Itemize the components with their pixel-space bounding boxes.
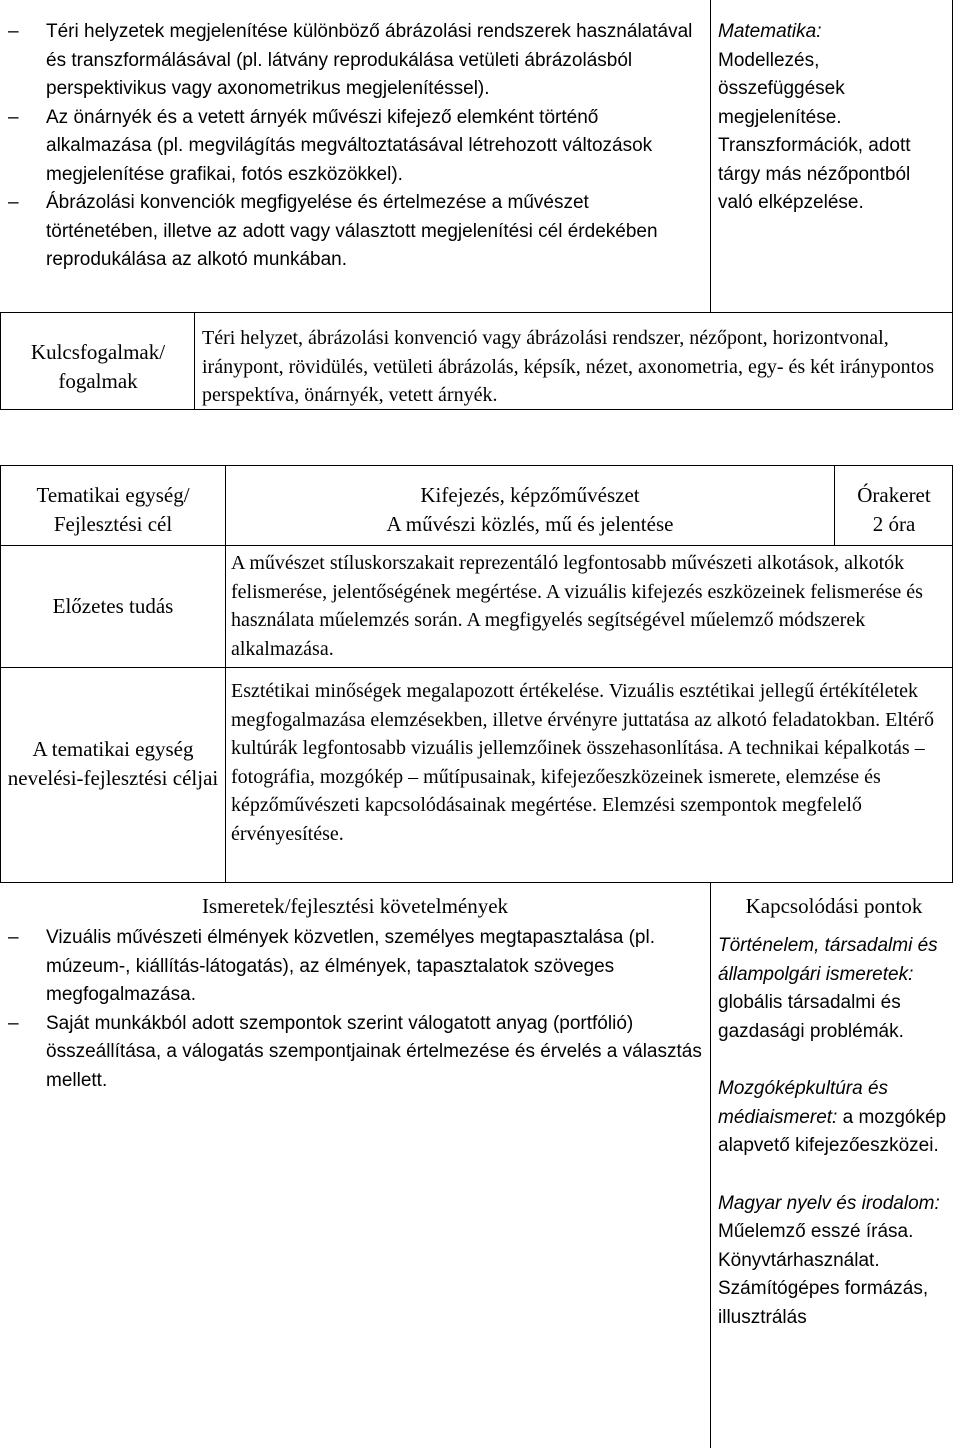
connection-subject: Mozgóképkultúra és médiaismeret: [718, 1078, 889, 1128]
divider [952, 0, 953, 410]
divider [0, 312, 1, 410]
goals-label: A tematikai egység nevelési-fejlesztési céljai [7, 737, 219, 790]
divider [952, 465, 953, 883]
divider [0, 312, 953, 313]
hours-cell [838, 481, 950, 538]
hours-value: 2 óra [872, 511, 916, 536]
prior-text: A művészet stíluskorszakait reprezentáló legfontosabb művészeti alkotások, alkotók felismerése, jelentőségének megértése. A vizuális kifejezés eszközeinek felismerése és használata műelemzés során. A megfigyelés segítségével műelemző módszerek alkalmazása. [231, 552, 923, 660]
divider [710, 0, 711, 312]
connections-header: Kapcsolódási pontok [745, 894, 923, 918]
divider [194, 312, 195, 410]
connection-subject: Magyar nyelv és irodalom: [718, 1192, 940, 1214]
divider [0, 667, 953, 668]
unit-title-line: A művészi közlés, mű és jelentése [386, 511, 674, 536]
requirements-list [2, 924, 702, 1095]
divider [225, 465, 226, 883]
divider [834, 465, 835, 545]
list-item: – Saját munkákból adott szempontok szerint válogatott anyag (portfólió) összeállítása, a válogatás szempontjainak értelmezése és érvelés a választás mellett. [2, 1010, 702, 1096]
skills-list [2, 18, 702, 275]
list-item: – Az önárnyék és a vetett árnyék művészi kifejező elemként történő alkalmazása (pl. megvilágítás megváltoztatásával létrehozott változások megjelenítése grafikai, fotós eszközökkel). [2, 104, 702, 190]
list-item: – Téri helyzetek megjelenítése különböző ábrázolási rendszerek használatával és transzformálásával (pl. látvány reprodukálása vetületi ábrázolásból perspektivikus vagy axonometrikus megjelenítéssel). [2, 18, 702, 104]
divider [0, 465, 1, 883]
connection-text: a mozgókép alapvető kifejezőeszközei. [718, 1106, 947, 1156]
connections-list [718, 932, 954, 1361]
connection-subject: Történelem, társadalmi és állampolgári ismeretek: [718, 935, 938, 985]
connection-item [718, 1075, 954, 1161]
connection-subject: Matematika: [718, 21, 822, 42]
unit-title-line: Kifejezés, képzőművészet [420, 483, 640, 507]
list-item: – Vizuális művészeti élmények közvetlen, személyes megtapasztalása (pl. múzeum-, kiállítás-látogatás), az élmények, tapasztalatok szöveges megfogalmazása. [2, 924, 702, 1010]
connection-cell [718, 18, 950, 218]
connection-text: Modellezés, összefüggések megjelenítése. Transzformációk, adott tárgy más nézőpontból való elképzelése. [718, 49, 911, 213]
unit-label: Tematikai egység/ Fejlesztési cél [36, 483, 190, 536]
divider [0, 545, 953, 546]
connection-text: Műelemző esszé írása. Könyvtárhasználat. Számítógépes formázás, illusztrálás [718, 1221, 929, 1328]
keywords-text: Téri helyzet, ábrázolási konvenció vagy ábrázolási rendszer, nézőpont, horizontvonal, iránypont, rövidülés, vetületi ábrázolás, képsík, nézet, axonometria, egy- és két iránypontos perspektíva, önárnyék, vetett árnyék. [202, 327, 935, 406]
prior-label: Előzetes tudás [52, 594, 174, 618]
connection-item [718, 1190, 954, 1333]
connection-item [718, 932, 954, 1046]
hours-label: Órakeret [857, 483, 931, 507]
keywords-label: Kulcsfogalmak/ fogalmak [30, 340, 166, 393]
divider [710, 882, 711, 1448]
list-item: – Ábrázolási konvenciók megfigyelése és értelmezése a művészet történetében, illetve az adott vagy választott megjelenítési cél érdekében reprodukálása az alkotó munkában. [2, 189, 702, 275]
divider [0, 465, 953, 466]
connection-text: globális társadalmi és gazdasági problémák. [718, 992, 904, 1042]
unit-title [230, 481, 830, 538]
requirements-header: Ismeretek/fejlesztési követelmények [201, 894, 509, 918]
goals-text: Esztétikai minőségek megalapozott értékelése. Vizuális esztétikai jellegű értékítéletek megfogalmazása elemzésekben, illetve érvényre juttatása az alkotó feladatokban. Eltérő kultúrák legfontosabb vizuális jellemzőinek összehasonlítása. A technikai képalkotás – fotográfia, mozgókép – műtípusainak, kifejezőeszközeinek ismerete, elemzése és képzőművészeti kapcsolódásainak megértése. Elemzési szempontok megfelelő érvényesítése. [231, 680, 934, 845]
divider [0, 882, 953, 883]
